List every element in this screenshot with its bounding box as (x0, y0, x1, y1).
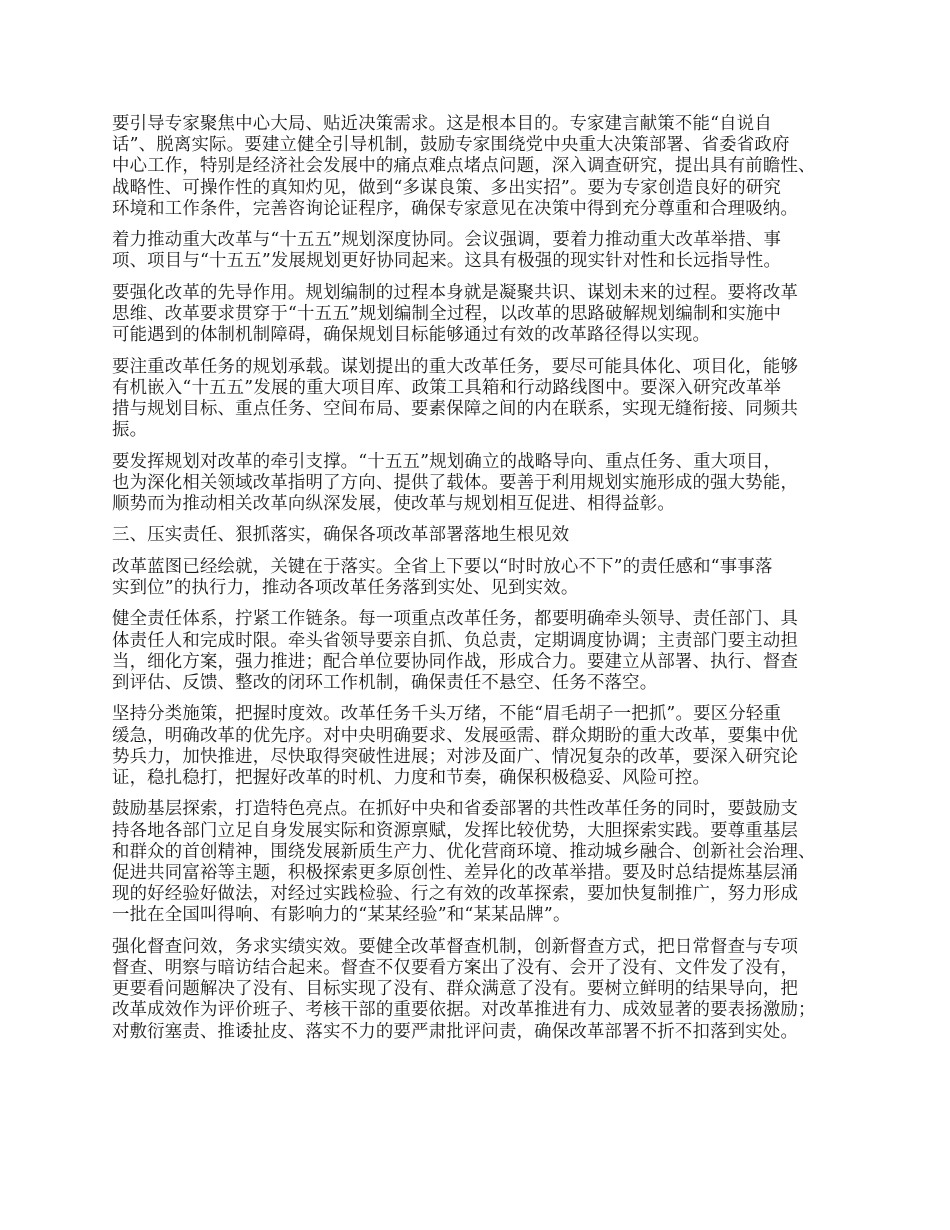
text-line: 实到位”的执行力，推动各项改革任务落到实处、见到实效。 (112, 577, 579, 598)
paragraph-blueprint-implementation (112, 557, 852, 599)
text-line: 到评估、反馈、整改的闭环工作机制，确保责任不悬空、任务不落空。 (112, 672, 658, 693)
paragraph-grassroots-exploration (112, 799, 852, 926)
text-line: 督查、明察与暗访结合起来。督查不仅要看方案出了没有、会开了没有、文件发了没有， (112, 957, 799, 978)
text-line: 可能遇到的体制机制障碍，确保规划目标能够通过有效的改革路径得以实现。 (112, 325, 711, 346)
text-line: 和群众的首创精神，围绕发展新质生产力、优化营商环境、推动城乡融合、创新社会治理、 (112, 841, 816, 862)
section-heading-three (112, 525, 852, 546)
text-line: 一批在全国叫得响、有影响力的“某某经验”和“某某品牌”。 (112, 905, 571, 926)
text-line: 鼓励基层探索，打造特色亮点。在抓好中央和省委部署的共性改革任务的同时，要鼓励支 (112, 799, 799, 820)
text-line: 话”、脱离实际。要建立健全引导机制，鼓励专家围绕党中央重大决策部署、省委省政府 (112, 135, 790, 156)
text-line: 坚持分类施策，把握时度效。改革任务千头万绪，不能“眉毛胡子一把抓”。要区分轻重 (112, 704, 782, 725)
text-line: 改革蓝图已经绘就，关键在于落实。全省上下要以“时时放心不下”的责任感和“事事落 (112, 556, 773, 577)
text-line: 着力推动重大改革与“十五五”规划深度协同。会议强调，要着力推动重大改革举措、事 (112, 230, 782, 251)
text-line: 要注重改革任务的规划承载。谋划提出的重大改革任务，要尽可能具体化、项目化，能够 (112, 356, 799, 377)
text-line: 势兵力，加快推进，尽快取得突破性进展；对涉及面广、情况复杂的改革，要深入研究论 (112, 746, 799, 767)
paragraph-plan-traction (112, 452, 852, 516)
text-line: 健全责任体系，拧紧工作链条。每一项重点改革任务，都要明确牵头领导、责任部门、具 (112, 609, 799, 630)
paragraph-expert-guidance (112, 114, 852, 220)
text-line: 现的好经验好做法，对经过实践检验、行之有效的改革探索，要加快复制推广，努力形成 (112, 884, 799, 905)
paragraph-reform-plan-coordination (112, 230, 852, 272)
text-line: 中心工作，特别是经济社会发展中的痛点难点堵点问题，深入调查研究，提出具有前瞻性、 (112, 156, 816, 177)
text-line: 当，细化方案，强力推进；配合单位要协同作战，形成合力。要建立从部署、执行、督查 (112, 651, 799, 672)
text-line: 要强化改革的先导作用。规划编制的过程本身就是凝聚共识、谋划未来的过程。要将改革 (112, 282, 799, 303)
text-line: 持各地各部门立足自身发展实际和资源禀赋，发挥比较优势，大胆探索实践。要尊重基层 (112, 820, 799, 841)
text-line: 促进共同富裕等主题，积极探索更多原创性、差异化的改革举措。要及时总结提炼基层涌 (112, 862, 799, 883)
text-line: 证，稳扎稳打，把握好改革的时机、力度和节奏，确保积极稳妥、风险可控。 (112, 767, 711, 788)
text-line: 环境和工作条件，完善咨询论证程序，确保专家意见在决策中得到充分尊重和合理吸纳。 (112, 198, 799, 219)
document-page (112, 114, 852, 1053)
text-line: 思维、改革要求贯穿于“十五五”规划编制全过程，以改革的思路破解规划编制和实施中 (112, 304, 782, 324)
paragraph-classified-policy (112, 704, 852, 789)
text-line: 缓急，明确改革的优先序。对中央明确要求、发展亟需、群众期盼的重大改革，要集中优 (112, 725, 799, 746)
text-line: 要发挥规划对改革的牵引支撑。“十五五”规划确立的战略导向、重点任务、重大项目， (112, 451, 782, 472)
paragraph-supervision-effectiveness (112, 937, 852, 1043)
text-line: 强化督查问效，务求实绩实效。要健全改革督查机制，创新督查方式，把日常督查与专项 (112, 936, 799, 957)
paragraph-responsibility-system (112, 609, 852, 694)
paragraph-reform-task-planning (112, 357, 852, 442)
section-heading: 三、压实责任、狠抓落实，确保各项改革部署落地生根见效 (112, 525, 570, 546)
text-line: 改革成效作为评价班子、考核干部的重要依据。对改革推进有力、成效显著的要表扬激励； (112, 1000, 816, 1021)
paragraph-reform-leading-role (112, 283, 852, 347)
text-line: 也为深化相关领域改革指明了方向、提供了载体。要善于利用规划实施形成的强大势能， (112, 472, 799, 493)
text-line: 要引导专家聚焦中心大局、贴近决策需求。这是根本目的。专家建言献策不能“自说自 (112, 114, 772, 134)
text-line: 振。 (112, 420, 148, 441)
text-line: 更要看问题解决了没有、目标实现了没有、群众满意了没有。要树立鲜明的结果导向，把 (112, 979, 799, 1000)
text-line: 项、项目与“十五五”发展规划更好协同起来。这具有极强的现实针对性和长远指导性。 (112, 251, 782, 272)
text-line: 体责任人和完成时限。牵头省领导要亲自抓、负总责，定期调度协调；主责部门要主动担 (112, 630, 799, 651)
text-line: 顺势而为推动相关改革向纵深发展，使改革与规划相互促进、相得益彰。 (112, 494, 675, 514)
text-line: 对敷衍塞责、推诿扯皮、落实不力的要严肃批评问责，确保改革部署不折不扣落到实处。 (112, 1021, 799, 1042)
text-line: 战略性、可操作性的真知灼见，做到“多谋良策、多出实招”。要为专家创造良好的研究 (112, 177, 782, 198)
text-line: 措与规划目标、重点任务、空间布局、要素保障之间的内在联系，实现无缝衔接、同频共 (112, 399, 799, 419)
text-line: 有机嵌入“十五五”发展的重大项目库、政策工具箱和行动路线图中。要深入研究改革举 (112, 377, 782, 398)
